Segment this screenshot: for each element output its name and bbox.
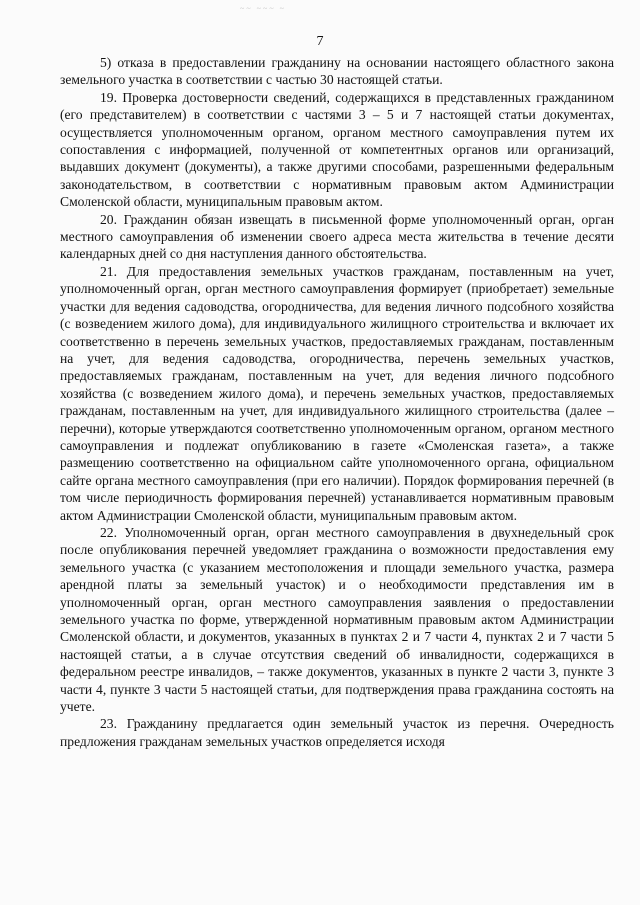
paragraph-20: 20. Гражданин обязан извещать в письменной форме уполномоченный орган, орган местного самоуправления об изменении своего адреса места жительства в течение десяти календарных дней со дня наступления данного обстоятельства. [60, 211, 614, 262]
paragraph-22: 22. Уполномоченный орган, орган местного самоуправления в двухнедельный срок после опубликования перечней уведомляет гражданина о возможности предоставления ему земельного участка (с указанием местоположения и площади земельного участка, размера арендной платы за земельный участок) и о необходимости представления им в уполномоченный орган, орган местного самоуправления заявления о предоставлении земельного участка по форме, утвержденной нормативным правовым актом Администрации Смоленской области, и документов, указанных в пунктах 2 и 7 части 4, пунктах 2 и 7 части 5 настоящей статьи, а в случае отсутствия сведений об инвалидности, содержащихся в федеральном реестре инвалидов, – также документов, указанных в пункте 2 части 3, пункте 3 части 4, пункте 3 части 5 настоящей статьи, для подтверждения права гражданина состоять на учете. [60, 524, 614, 715]
scan-artifact: ~~ ~~~ ~ [240, 4, 286, 13]
paragraph-item-5: 5) отказа в предоставлении гражданину на основании настоящего областного закона земельного участка в соответствии с частью 30 настоящей статьи. [60, 55, 614, 88]
paragraph-23: 23. Гражданину предлагается один земельный участок из перечня. Очередность предложения гражданам земельных участков определяется исходя [60, 716, 614, 749]
page-number: 7 [316, 34, 324, 49]
paragraph-21: 21. Для предоставления земельных участков гражданам, поставленным на учет, уполномоченный орган, орган местного самоуправления формирует (приобретает) земельные участки для ведения садоводства, огородничества, для ведения личного подсобного хозяйства (с возведением жилого дома), для индивидуального жилищного строительства и включает их соответственно в перечень земельных участков, предоставляемых гражданам, поставленным на учет, для ведения садоводства, огородничества, перечень земельных участков, предоставляемых гражданам, поставленным на учет, для ведения личного подсобного хозяйства (с возведением жилого дома), и перечень земельных участков, предоставляемых гражданам, поставленным на учет, для индивидуального жилищного строительства (далее – перечни), которые утверждаются соответственно уполномоченным органом, органом местного самоуправления и подлежат опубликованию в газете «Смоленская газета», а также размещению соответственно на официальном сайте уполномоченного органа, официальном сайте органа местного самоуправления (при его наличии). Порядок формирования перечней (в том числе периодичность формирования перечней) устанавливается нормативным правовым актом Администрации Смоленской области, муниципальным правовым актом. [60, 263, 614, 523]
paragraph-19: 19. Проверка достоверности сведений, содержащихся в представленных гражданином (его представителем) в соответствии с частями 3 – 5 и 7 настоящей статьи документах, осуществляется уполномоченным органом, органом местного самоуправления путем их сопоставления с информацией, полученной от компетентных органов или организаций, выдавших документ (документы), а также другими способами, разрешенными федеральным законодательством, в соответствии с нормативным правовым актом Администрации Смоленской области, муниципальным правовым актом. [60, 89, 614, 210]
document-body [60, 54, 614, 750]
